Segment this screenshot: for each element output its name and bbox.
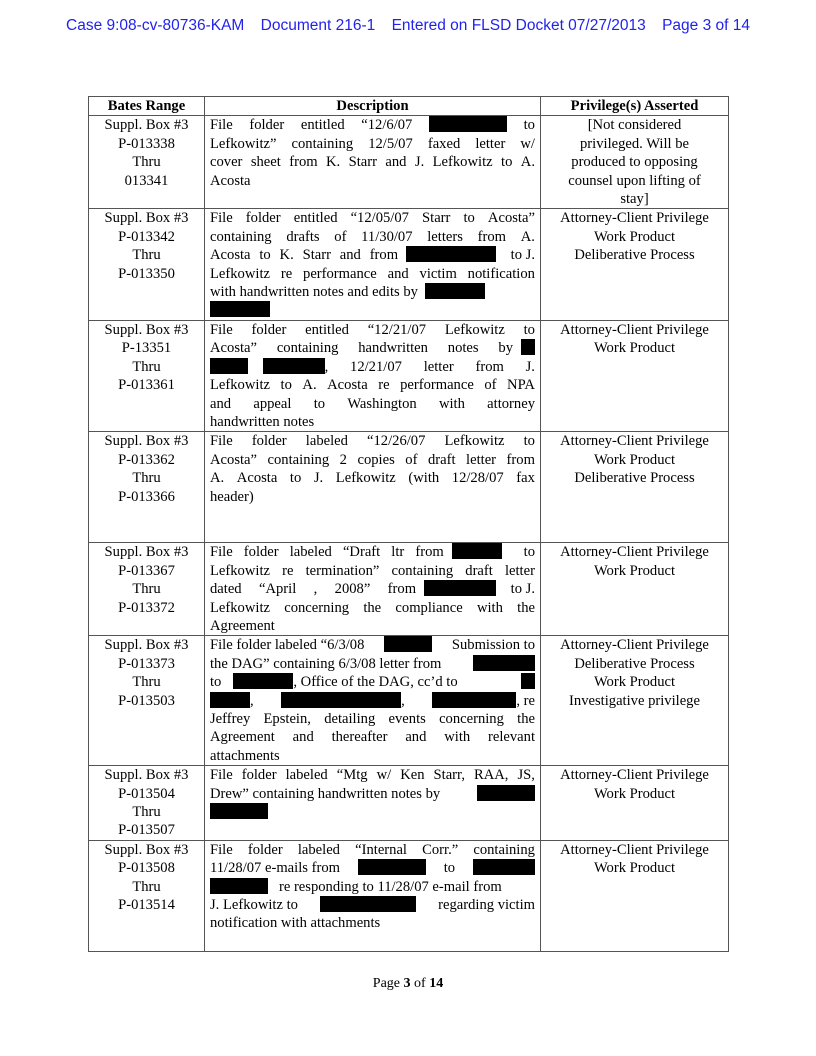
- desc-word: of: [334, 228, 347, 245]
- desc-word: compliance: [395, 599, 463, 616]
- table-row: [89, 840, 729, 951]
- desc-word: File: [210, 321, 233, 338]
- redaction-block: [473, 655, 535, 671]
- desc-word: File: [210, 210, 233, 227]
- desc-word: to: [523, 117, 535, 134]
- desc-word: entitled: [300, 117, 345, 134]
- desc-word: from: [477, 228, 507, 245]
- description-cell: File folder labeled “Draft ltr from to Lefkowitz re termination” containing draft letter dated “April , 2008” from to J. Lefkowitz concerning the compliance with the Agreement: [205, 543, 541, 636]
- table-row: [89, 766, 729, 841]
- desc-word: of: [405, 451, 418, 468]
- table-row: [89, 209, 729, 320]
- desc-word: attorney: [487, 395, 535, 412]
- desc-word: A.: [520, 228, 535, 245]
- desc-word: from: [475, 358, 504, 375]
- desc-word: the: [363, 599, 382, 616]
- desc-word: 12/21/07: [350, 358, 402, 375]
- desc-word: File: [210, 767, 233, 784]
- desc-line: [210, 228, 535, 246]
- desc-word: events: [388, 710, 426, 727]
- desc-line: [210, 116, 535, 134]
- desc-word: labeled: [289, 544, 332, 561]
- table-row: [89, 543, 729, 636]
- docket-document: Document 216-1: [260, 17, 376, 34]
- desc-word: entitled: [305, 321, 349, 338]
- desc-word: and: [339, 247, 361, 264]
- desc-word: 11/30/07: [361, 228, 413, 245]
- desc-line: [210, 153, 535, 171]
- redaction-block: [432, 692, 516, 708]
- desc-word: w/: [520, 135, 535, 152]
- desc-word: re: [280, 265, 293, 282]
- desc-word: relevant: [488, 729, 535, 746]
- desc-word: “Mtg: [336, 767, 368, 784]
- footer-page-total: 14: [429, 976, 444, 991]
- desc-word: folder: [241, 767, 277, 784]
- desc-word: by: [498, 340, 513, 357]
- privilege-log-table: [88, 96, 729, 952]
- desc-word: from: [289, 154, 318, 171]
- desc-word: containing: [291, 135, 354, 152]
- redaction-block: [358, 859, 426, 875]
- desc-word: re: [378, 377, 390, 394]
- bates-range-cell: Suppl. Box #3 P-13351 Thru P-013361: [89, 320, 205, 431]
- desc-word: K.: [279, 247, 294, 264]
- desc-line: [325, 358, 535, 376]
- desc-word: from: [415, 544, 444, 561]
- desc-word: Starr: [422, 210, 451, 227]
- docket-stamp: [0, 17, 816, 35]
- desc-word: ltr: [391, 544, 405, 561]
- desc-word: ,: [313, 581, 318, 598]
- desc-word: Lefkowitz: [444, 433, 505, 450]
- column-header-description: Description: [205, 97, 541, 116]
- desc-word: entitled: [293, 210, 338, 227]
- desc-word: re: [282, 562, 294, 579]
- description-cell: File folder labeled “12/26/07 Lefkowitz to Acosta” containing 2 copies of draft letter from A. Acosta to J. Lefkowitz (with 12/28/07 fax header): [205, 432, 541, 543]
- desc-word: folder: [247, 841, 283, 858]
- redaction-block: [429, 116, 507, 132]
- desc-word: 12/28/07: [451, 470, 504, 487]
- privilege-cell: Attorney-Client Privilege Work Product: [541, 840, 729, 951]
- desc-line: [210, 246, 398, 264]
- desc-word: fax: [516, 470, 535, 487]
- desc-word: containing: [267, 451, 330, 468]
- desc-word: NPA: [507, 377, 535, 394]
- desc-word: detailing: [324, 710, 376, 727]
- redaction-block: [263, 358, 325, 374]
- desc-word: containing: [473, 841, 535, 858]
- desc-word: containing: [276, 340, 339, 357]
- desc-word: folder: [251, 321, 287, 338]
- description-cell: File folder entitled “12/6/07 to Lefkowitz” containing 12/5/07 faxed letter w/ cover sheet from K. Starr and J. Lefkowitz to A. Acosta: [205, 116, 541, 209]
- desc-line: [210, 562, 535, 580]
- redaction-block: [424, 580, 496, 596]
- privilege-cell: Attorney-Client Privilege Deliberative Process Work Product Investigative privilege: [541, 636, 729, 766]
- desc-line: [210, 135, 535, 153]
- desc-word: dated: [210, 581, 242, 598]
- redaction-block: [521, 339, 535, 355]
- redaction-block: [473, 859, 535, 875]
- desc-word: letter: [423, 358, 454, 375]
- desc-word: Lefkowitz: [210, 562, 270, 579]
- redaction-block: [233, 673, 293, 689]
- desc-word: to: [259, 247, 271, 264]
- desc-word: Lefkowitz: [432, 154, 493, 171]
- desc-line: [210, 209, 535, 227]
- desc-line: [210, 599, 535, 617]
- desc-word: from: [506, 451, 535, 468]
- desc-word: File: [210, 841, 233, 858]
- desc-word: drafts: [286, 228, 320, 245]
- privilege-cell: Attorney-Client Privilege Work Product Deliberative Process: [541, 209, 729, 320]
- desc-word: “12/21/07: [367, 321, 427, 338]
- desc-word: sheet: [250, 154, 281, 171]
- desc-line: 11/28/07 e-mails from to: [210, 859, 535, 877]
- redaction-block: [210, 301, 270, 317]
- desc-line: [210, 451, 535, 469]
- redaction-block: [521, 673, 535, 689]
- desc-word: “Internal: [355, 841, 407, 858]
- desc-word: A.: [210, 470, 225, 487]
- desc-line: Drew” containing handwritten notes by: [210, 785, 535, 803]
- privilege-cell: Attorney-Client Privilege Work Product: [541, 320, 729, 431]
- desc-word: to: [289, 470, 302, 487]
- desc-word: folder: [251, 433, 287, 450]
- bates-range-cell: Suppl. Box #3 P-013367 Thru P-013372: [89, 543, 205, 636]
- privilege-cell: [Not considered privileged. Will be produced to opposing counsel upon lifting of stay]: [541, 116, 729, 209]
- desc-word: J.: [313, 470, 324, 487]
- desc-word: notification: [467, 265, 535, 282]
- desc-word: “12/26/07: [367, 433, 426, 450]
- desc-word: (with: [408, 470, 440, 487]
- desc-word: RAA,: [473, 767, 509, 784]
- desc-word: to: [463, 210, 475, 227]
- desc-line: , , , re: [210, 692, 535, 710]
- desc-word: appeal: [253, 395, 292, 412]
- redaction-block: [210, 878, 268, 894]
- desc-word: containing: [210, 228, 272, 245]
- desc-word: to: [280, 377, 292, 394]
- bates-range-cell: Suppl. Box #3 P-013504 Thru P-013507: [89, 766, 205, 841]
- redaction-block: [210, 803, 268, 819]
- column-header-bates: Bates Range: [89, 97, 205, 116]
- redaction-block: [210, 692, 250, 708]
- table-header-row: [89, 97, 729, 116]
- desc-line: [210, 580, 416, 598]
- desc-word: A.: [302, 377, 317, 394]
- desc-word: victim: [419, 265, 457, 282]
- desc-word: letter: [466, 451, 497, 468]
- privilege-cell: Attorney-Client Privilege Work Product: [541, 766, 729, 841]
- privilege-cell: Attorney-Client Privilege Work Product Deliberative Process: [541, 432, 729, 543]
- privilege-cell: Attorney-Client Privilege Work Product: [541, 543, 729, 636]
- desc-word: Acosta”: [210, 340, 258, 357]
- desc-word: and: [385, 154, 407, 171]
- desc-word: Acosta”: [210, 451, 258, 468]
- desc-line: to , Office of the DAG, cc’d to: [210, 673, 535, 691]
- docket-case: Case 9:08-cv-80736-KAM: [66, 17, 245, 34]
- desc-word: Starr: [302, 247, 331, 264]
- desc-word: copies: [357, 451, 395, 468]
- desc-line: [210, 710, 535, 728]
- desc-line: [210, 321, 535, 339]
- page-footer: Page 3 of 14: [372, 976, 444, 991]
- desc-word: Acosta”: [487, 210, 535, 227]
- desc-word: “Draft: [342, 544, 381, 561]
- desc-word: with: [476, 599, 503, 616]
- desc-word: A.: [520, 154, 535, 171]
- desc-word: Lefkowitz: [210, 377, 270, 394]
- desc-word: letter: [475, 135, 506, 152]
- desc-word: folder: [243, 544, 279, 561]
- desc-word: the: [517, 710, 535, 727]
- desc-word: faxed: [427, 135, 461, 152]
- desc-word: Epstein,: [263, 710, 311, 727]
- description-cell: File folder entitled “12/05/07 Starr to Acosta” containing drafts of 11/30/07 letters from A. Acosta to K. Starr and from to J. Lefkowitz re performance and victim notification with handwritten notes and edits by: [205, 209, 541, 320]
- desc-word: to: [523, 321, 535, 338]
- desc-word: Starr: [348, 154, 377, 171]
- desc-word: “12/6/07: [361, 117, 413, 134]
- desc-word: folder: [245, 210, 281, 227]
- desc-line: J. Lefkowitz to regarding victim: [210, 897, 535, 914]
- table-row: [89, 116, 729, 209]
- desc-word: the: [517, 599, 535, 616]
- desc-word: and: [405, 729, 427, 746]
- desc-word: labeled: [285, 767, 328, 784]
- desc-word: to: [313, 395, 326, 412]
- bates-range-cell: Suppl. Box #3 P-013342 Thru P-013350: [89, 209, 205, 320]
- table-row: [89, 320, 729, 431]
- bates-range-cell: Suppl. Box #3 P-013362 Thru P-013366: [89, 432, 205, 543]
- desc-line: [210, 358, 535, 376]
- desc-word: termination”: [305, 562, 380, 579]
- desc-word: 12/5/07: [368, 135, 413, 152]
- desc-word: “12/05/07: [350, 210, 409, 227]
- desc-word: 2008”: [334, 581, 371, 598]
- desc-word: JS,: [517, 767, 535, 784]
- desc-word: to: [501, 154, 513, 171]
- desc-word: concerning: [284, 599, 350, 616]
- desc-word: File: [210, 544, 233, 561]
- desc-word: labeled: [305, 433, 348, 450]
- desc-word: performance: [400, 377, 474, 394]
- desc-word: concerning: [439, 710, 504, 727]
- bates-range-cell: Suppl. Box #3 P-013338 Thru 013341: [89, 116, 205, 209]
- desc-line: [210, 728, 535, 746]
- desc-word: 2: [339, 451, 347, 468]
- column-header-privilege: Privilege(s) Asserted: [541, 97, 729, 116]
- desc-word: containing: [391, 562, 454, 579]
- desc-line: the DAG” containing 6/3/08 letter from: [210, 655, 535, 673]
- redaction-block: [320, 896, 416, 912]
- desc-word: Acosta: [327, 377, 368, 394]
- desc-word: thereafter: [331, 729, 388, 746]
- desc-word: Corr.”: [422, 841, 459, 858]
- desc-word: Lefkowitz: [210, 599, 270, 616]
- desc-word: w/: [376, 767, 392, 784]
- desc-word: handwritten: [358, 340, 428, 357]
- desc-line: [210, 395, 535, 413]
- desc-word: and: [292, 729, 314, 746]
- desc-word: from: [369, 247, 399, 264]
- redaction-block: [210, 358, 248, 374]
- desc-word: Acosta: [236, 470, 278, 487]
- desc-line: [210, 376, 535, 394]
- desc-word: Lefkowitz: [444, 321, 505, 338]
- desc-word: Agreement: [210, 729, 275, 746]
- desc-line: [210, 841, 535, 859]
- desc-word: J.: [525, 358, 535, 375]
- desc-word: with: [444, 729, 471, 746]
- desc-line: [210, 339, 513, 357]
- table-row: [89, 636, 729, 766]
- desc-word: with: [438, 395, 465, 412]
- desc-word: K.: [326, 154, 341, 171]
- desc-word: Lefkowitz: [210, 265, 270, 282]
- desc-line: [210, 766, 535, 784]
- desc-word: Washington: [347, 395, 417, 412]
- desc-word: from: [387, 581, 417, 598]
- desc-line: dated “April , 2008” from to J.: [210, 581, 535, 598]
- desc-word: folder: [249, 117, 285, 134]
- desc-word: Jeffrey: [210, 710, 251, 727]
- docket-entered: Entered on FLSD Docket 07/27/2013: [391, 17, 646, 34]
- desc-word: letters: [427, 228, 463, 245]
- desc-line: [210, 469, 535, 487]
- desc-word: draft: [427, 451, 456, 468]
- desc-word: File: [210, 117, 233, 134]
- redaction-block: [477, 785, 535, 801]
- redaction-block: [281, 692, 401, 708]
- description-cell: File folder labeled “Internal Corr.” containing 11/28/07 e-mails from to re responding to 11/28/07 e-mail from J. Lefkowitz to regarding victim notification with attachments: [205, 840, 541, 951]
- desc-word: ,: [324, 358, 329, 375]
- desc-word: cover: [210, 154, 243, 171]
- desc-line: [210, 265, 535, 283]
- redaction-block: [384, 636, 432, 652]
- description-cell: File folder entitled “12/21/07 Lefkowitz to Acosta” containing handwritten notes by , 12/21/07 letter from J. Lefkowitz to A. Acosta re performance of NPA and appeal to Washington with attorney handwritten notes: [205, 320, 541, 431]
- desc-word: File: [210, 433, 233, 450]
- desc-line: File folder labeled “6/3/08 Submission to: [210, 637, 535, 654]
- table-row: [89, 432, 729, 543]
- desc-word: labeled: [297, 841, 340, 858]
- desc-word: letter: [504, 562, 535, 579]
- desc-line: [210, 543, 444, 561]
- desc-word: Ken: [400, 767, 425, 784]
- desc-line: [210, 432, 535, 450]
- redaction-block: [406, 246, 496, 262]
- desc-word: and: [210, 395, 232, 412]
- desc-line: Acosta to K. Starr and from to J.: [210, 247, 535, 264]
- description-cell: [205, 766, 541, 841]
- bates-range-cell: Suppl. Box #3 P-013508 Thru P-013514: [89, 840, 205, 951]
- desc-word: performance: [303, 265, 377, 282]
- desc-word: and: [387, 265, 409, 282]
- desc-line: [210, 339, 535, 357]
- docket-page: Page 3 of 14: [662, 17, 750, 34]
- desc-word: Lefkowitz”: [210, 135, 277, 152]
- desc-word: Acosta: [210, 247, 251, 264]
- description-cell: File folder labeled “6/3/08 Submission to the DAG” containing 6/3/08 letter from to , Office of the DAG, cc’d to , , , re Jeffrey Epstein, detailing events concerning the Agreement and thereafter and with relevant attachments: [205, 636, 541, 766]
- desc-word: draft: [465, 562, 493, 579]
- desc-word: Starr,: [433, 767, 465, 784]
- desc-word: J.: [414, 154, 425, 171]
- redaction-block: [452, 543, 502, 559]
- redaction-block: [425, 283, 485, 299]
- bates-range-cell: Suppl. Box #3 P-013373 Thru P-013503: [89, 636, 205, 766]
- desc-line: File folder labeled “Draft ltr from to: [210, 544, 535, 561]
- footer-page-number: 3: [403, 976, 411, 991]
- desc-word: notes: [447, 340, 479, 357]
- desc-word: of: [484, 377, 497, 394]
- desc-word: Lefkowitz: [335, 470, 396, 487]
- desc-word: to: [523, 433, 535, 450]
- desc-word: “April: [258, 581, 297, 598]
